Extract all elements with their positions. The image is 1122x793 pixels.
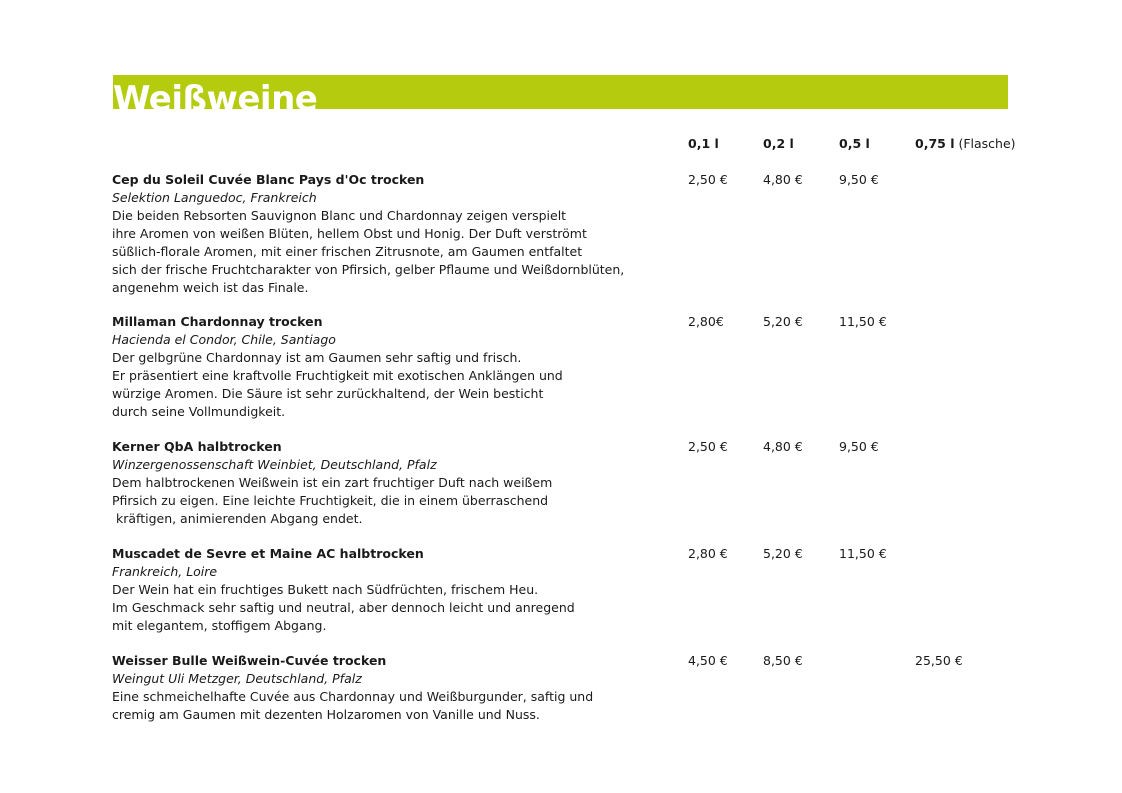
wine-entry [112, 438, 672, 528]
wine-description-line: ihre Aromen von weißen Blüten, hellem Obst und Honig. Der Duft verströmt [112, 226, 587, 241]
wine-origin: Selektion Languedoc, Frankreich [112, 190, 317, 205]
column-header-0-1l: 0,1 l [688, 136, 719, 151]
price-0-75l: 25,50 € [915, 653, 963, 668]
wine-description-line: Dem halbtrockenen Weißwein ist ein zart fruchtiger Duft nach weißem [112, 475, 553, 490]
column-header-0-75l: 0,75 l (Flasche) [915, 136, 1016, 151]
wine-description-line: cremig am Gaumen mit dezenten Holzaromen von Vanille und Nuss. [112, 707, 540, 722]
price-0-2l: 5,20 € [763, 546, 803, 561]
wine-description-line: kräftigen, animierenden Abgang endet. [112, 511, 363, 526]
wine-description-line: angenehm weich ist das Finale. [112, 280, 309, 295]
section-banner [113, 75, 1008, 109]
price-0-1l: 4,50 € [688, 653, 728, 668]
wine-description-line: Der gelbgrüne Chardonnay ist am Gaumen sehr saftig und frisch. [112, 350, 522, 365]
price-0-1l: 2,80€ [688, 314, 724, 329]
wine-origin: Winzergenossenschaft Weinbiet, Deutschland, Pfalz [112, 457, 437, 472]
price-0-5l: 11,50 € [839, 314, 887, 329]
price-0-5l: 9,50 € [839, 439, 879, 454]
price-0-1l: 2,50 € [688, 439, 728, 454]
wine-entry [112, 652, 672, 724]
wine-description-line: sich der frische Fruchtcharakter von Pfirsich, gelber Pflaume und Weißdornblüten, [112, 262, 625, 277]
wine-entry [112, 545, 672, 635]
wine-description-line: Pfirsich zu eigen. Eine leichte Fruchtigkeit, die in einem überraschend [112, 493, 549, 508]
wine-origin: Weingut Uli Metzger, Deutschland, Pfalz [112, 671, 362, 686]
wine-description-line: Im Geschmack sehr saftig und neutral, aber dennoch leicht und anregend [112, 600, 575, 615]
column-header-0-2l: 0,2 l [763, 136, 794, 151]
wine-entry [112, 171, 672, 297]
wine-description-line: süßlich-florale Aromen, mit einer frischen Zitrusnote, am Gaumen entfaltet [112, 244, 583, 259]
wine-name: Kerner QbA halbtrocken [112, 439, 282, 454]
wine-name: Millaman Chardonnay trocken [112, 314, 323, 329]
column-header-0-5l: 0,5 l [839, 136, 870, 151]
price-0-1l: 2,80 € [688, 546, 728, 561]
wine-name: Cep du Soleil Cuvée Blanc Pays d'Oc trocken [112, 172, 425, 187]
section-title: Weißweine [113, 79, 318, 109]
wine-description-line: würzige Aromen. Die Säure ist sehr zurückhaltend, der Wein besticht [112, 386, 544, 401]
wine-description-line: Der Wein hat ein fruchtiges Bukett nach Südfrüchten, frischem Heu. [112, 582, 539, 597]
wine-description-line: Er präsentiert eine kraftvolle Fruchtigkeit mit exotischen Anklängen und [112, 368, 563, 383]
price-0-1l: 2,50 € [688, 172, 728, 187]
price-0-5l: 11,50 € [839, 546, 887, 561]
wine-description-line: Eine schmeichelhafte Cuvée aus Chardonnay und Weißburgunder, saftig und [112, 689, 594, 704]
wine-origin: Frankreich, Loire [112, 564, 218, 579]
wine-entry [112, 313, 672, 421]
wine-origin: Hacienda el Condor, Chile, Santiago [112, 332, 336, 347]
price-0-5l: 9,50 € [839, 172, 879, 187]
price-0-2l: 5,20 € [763, 314, 803, 329]
wine-name: Muscadet de Sevre et Maine AC halbtrocken [112, 546, 424, 561]
price-0-2l: 4,80 € [763, 439, 803, 454]
wine-description-line: mit elegantem, stoffigem Abgang. [112, 618, 327, 633]
price-0-2l: 4,80 € [763, 172, 803, 187]
wine-description-line: Die beiden Rebsorten Sauvignon Blanc und Chardonnay zeigen verspielt [112, 208, 567, 223]
price-0-2l: 8,50 € [763, 653, 803, 668]
wine-name: Weisser Bulle Weißwein-Cuvée trocken [112, 653, 387, 668]
wine-description-line: durch seine Vollmundigkeit. [112, 404, 286, 419]
